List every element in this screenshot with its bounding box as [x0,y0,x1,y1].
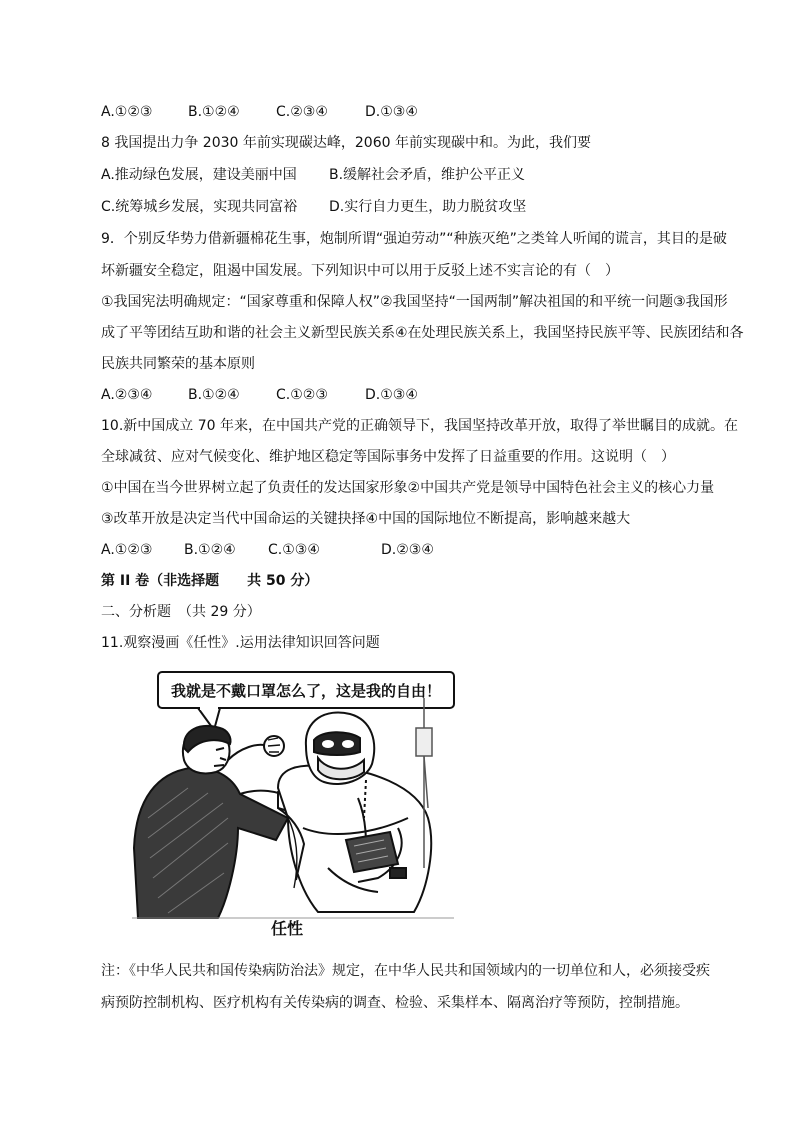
q10-option-d: D.②③④ [381,542,434,558]
q9-stem-line-2: 坏新疆安全稳定，阻遏中国发展。下列知识中可以用于反驳上述不实言论的有（ ） [101,263,619,279]
q11-stem: 11.观察漫画《任性》.运用法律知识回答问题 [101,635,380,651]
q10-stem-line-3: ①中国在当今世界树立起了负责任的发达国家形象②中国共产党是领导中国特色社会主义的核心力量 [101,480,715,496]
q10-option-b: B.①②④ [184,542,236,558]
q9-stem-line-3: ①我国宪法明确规定：“国家尊重和保障人权”②我国坚持“一国两制”解决祖国的和平统一问题③我国形 [101,294,728,310]
q10-stem-line-2: 全球减贫、应对气候变化、维护地区稳定等国际事务中发挥了日益重要的作用。这说明（ ） [101,449,675,465]
q8-option-d: D.实行自力更生，助力脱贫攻坚 [329,199,527,215]
q9-option-d: D.①③④ [365,387,418,403]
q8-option-c: C.统筹城乡发展，实现共同富裕 [101,199,298,215]
q9-stem-line-4: 成了平等团结互助和谐的社会主义新型民族关系④在处理民族关系上，我国坚持民族平等、民族团结和各 [101,325,744,341]
q10-option-c: C.①③④ [268,542,320,558]
q9-option-b: B.①②④ [188,387,240,403]
section-2-title: 第 II 卷（非选择题 共 50 分） [101,573,319,589]
q7-option-d: D.①③④ [365,104,418,120]
q7-option-b: B.①②④ [188,104,240,120]
q7-option-c: C.②③④ [276,104,328,120]
q11-note-line-2: 病预防控制机构、医疗机构有关传染病的调查、检验、采集样本、隔离治疗等预防，控制措施。 [101,995,689,1011]
q8-option-b: B.缓解社会矛盾，维护公平正义 [329,167,526,183]
comic-caption: 任性 [271,919,304,938]
q10-option-a: A.①②③ [101,542,153,558]
q10-stem-line-4: ③改革开放是决定当代中国命运的关键抉择④中国的国际地位不断提高，影响越来越大 [101,511,631,527]
q11-note-line-1: 注：《中华人民共和国传染病防治法》规定，在中华人民共和国领域内的一切单位和人，必须接受疾 [101,963,710,979]
q7-option-a: A.①②③ [101,104,153,120]
q9-option-c: C.①②③ [276,387,328,403]
q9-stem-line-1: 9．个别反华势力借新疆棉花生事，炮制所谓“强迫劳动”“种族灭绝”之类耸人听闻的谎言，其目的是破 [101,231,727,247]
q8-stem: 8 我国提出力争 2030 年前实现碳达峰，2060 年前实现碳中和。为此，我们要 [101,135,591,151]
part-2-title: 二、分析题 （共 29 分） [101,604,261,620]
q8-option-a: A.推动绿色发展，建设美丽中国 [101,167,297,183]
speech-bubble-text: 我就是不戴口罩怎么了，这是我的自由！ [170,682,442,700]
q9-option-a: A.②③④ [101,387,153,403]
q9-stem-line-5: 民族共同繁荣的基本原则 [101,356,255,372]
comic-illustration [128,668,458,930]
q10-stem-line-1: 10.新中国成立 70 年来，在中国共产党的正确领导下，我国坚持改革开放，取得了举世瞩目的成就。在 [101,418,738,434]
